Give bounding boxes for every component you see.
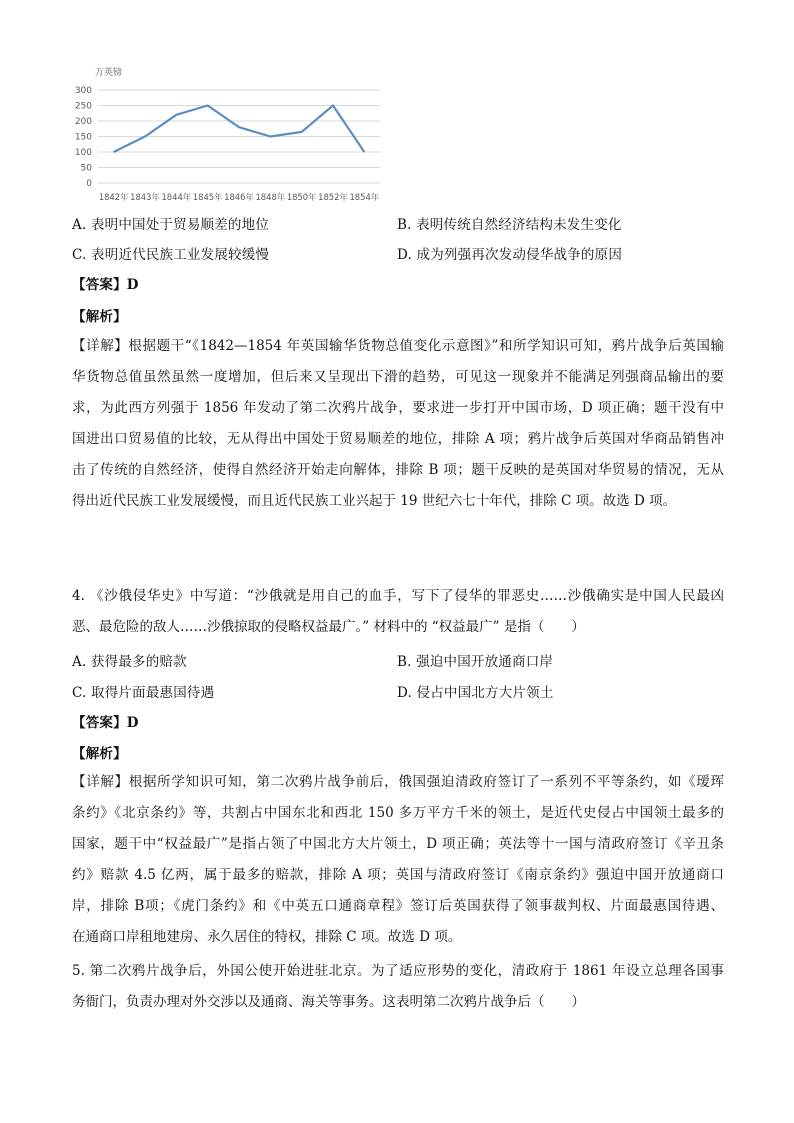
q4-stem	[72, 581, 724, 643]
q4-detail-line: 条约》《北京条约》等，共割占中国东北和西北 150 多万平方千米的领土，是近代史侵占中国领土最多的	[72, 805, 724, 821]
chart-unit-label: 万英镑	[95, 68, 123, 78]
q3-analysis-title: 【解析】	[72, 309, 127, 325]
q4-option-d: D. 侵占中国北方大片领土	[397, 685, 554, 701]
q5-stem-line: 务衙门，负责办理对外交涉以及通商、海关等事务。这表明第二次鸦片战争后（ ）	[72, 994, 585, 1010]
q4-detail-line: 【详解】根据所学知识可知，第二次鸦片战争前后，俄国强迫清政府签订了一系列不平等条约，如《瑷珲	[72, 774, 724, 790]
q3-detail-line: 求，为此西方列强于 1856 年发动了第二次鸦片战争，要求进一步打开中国市场，D 项正确；题干没有中	[72, 400, 724, 416]
q4-detail-line: 在通商口岸租地建房、永久居住的特权，排除 C 项。故选 D 项。	[72, 929, 462, 945]
q3-option-d: D. 成为列强再次发动侵华战争的原因	[397, 247, 623, 263]
q3-detail-line: 得出近代民族工业发展缓慢，而且近代民族工业兴起于 19 世纪六七十年代，排除 C 项。故选 D 项。	[72, 493, 677, 509]
q5-stem	[72, 956, 724, 1018]
chart-y-tick-label: 300	[74, 86, 92, 96]
q4-detail-line: 约》赔款 4.5 亿两，属于最多的赔款，排除 A 项；英国与清政府签订《南京条约》强迫中国开放通商口	[72, 867, 724, 883]
chart-y-tick-label: 0	[86, 179, 92, 189]
chart-x-tick-label: 1852年	[318, 192, 348, 202]
q3-detail-line: 华货物总值虽然虽然一度增加，但后来又呈现出下滑的趋势，可见这一现象并不能满足列强商品输出的要	[72, 369, 724, 385]
chart-y-tick-label: 200	[74, 117, 92, 127]
chart-x-tick-label: 1844年	[161, 192, 192, 202]
q3-detail	[72, 331, 724, 517]
chart-y-tick-label: 50	[80, 163, 92, 174]
q4-detail	[72, 767, 724, 953]
q4-option-a: A. 获得最多的赔款	[72, 654, 187, 670]
q5-stem-line: 5. 第二次鸦片战争后，外国公使开始进驻北京。为了适应形势的变化，清政府于 1861 年设立总理各国事	[72, 963, 724, 979]
chart-x-tick-label: 1848年	[255, 192, 286, 202]
chart-x-tick-label: 1850年	[286, 192, 317, 202]
chart-series-line	[114, 106, 365, 153]
chart-x-tick-label: 1842年	[98, 192, 129, 202]
q4-analysis-title: 【解析】	[72, 746, 127, 762]
chart-y-tick-label: 250	[74, 101, 92, 112]
q4-stem-line: 4. 《沙俄侵华史》中写道：“沙俄就是用自己的血手，写下了侵华的罪恶史……沙俄确实是中国人民最凶	[72, 588, 724, 604]
chart-y-tick-label: 100	[74, 148, 92, 158]
q3-option-b: B. 表明传统自然经济结构未发生变化	[397, 217, 622, 233]
q3-answer: 【答案】D	[72, 277, 139, 293]
chart-x-tick-label: 1846年	[224, 192, 254, 202]
chart-x-tick-label: 1845年	[192, 192, 223, 202]
q4-detail-line: 国家，题干中“权益最广”是指占领了中国北方大片领土，D 项正确；英法等十一国与清政府签订《辛丑条	[72, 836, 724, 852]
trade-line-chart	[70, 60, 390, 210]
q3-detail-line: 击了传统的自然经济，使得自然经济开始走向解体，排除 B 项；题干反映的是英国对华贸易的情况，无从	[72, 462, 724, 478]
q4-answer: 【答案】D	[72, 715, 139, 731]
chart-x-tick-label: 1843年	[130, 192, 160, 202]
q4-option-c: C. 取得片面最惠国待遇	[72, 685, 215, 701]
q4-detail-line: 岸，排除 B项；《虎门条约》和《中英五口通商章程》签订后英国获得了领事裁判权、片面最惠国待遇、	[72, 898, 724, 914]
q3-detail-line: 【详解】根据题干“《1842—1854 年英国输华货物总值变化示意图》”和所学知识可知，鸦片战争后英国输	[72, 338, 724, 354]
chart-x-tick-label: 1854年	[349, 192, 380, 202]
q3-option-a: A. 表明中国处于贸易顺差的地位	[72, 217, 270, 233]
q3-detail-line: 国进出口贸易值的比较，无从得出中国处于贸易顺差的地位，排除 A 项；鸦片战争后英国对华商品销售冲	[72, 431, 724, 447]
chart-y-tick-label: 150	[74, 132, 92, 143]
q4-stem-line: 恶、最危险的敌人……沙俄掠取的侵略权益最广。” 材料中的 “权益最广” 是指（ ）	[72, 619, 585, 635]
chart-canvas	[70, 60, 390, 210]
q4-option-b: B. 强迫中国开放通商口岸	[397, 654, 554, 670]
q3-option-c: C. 表明近代民族工业发展较缓慢	[72, 247, 270, 263]
